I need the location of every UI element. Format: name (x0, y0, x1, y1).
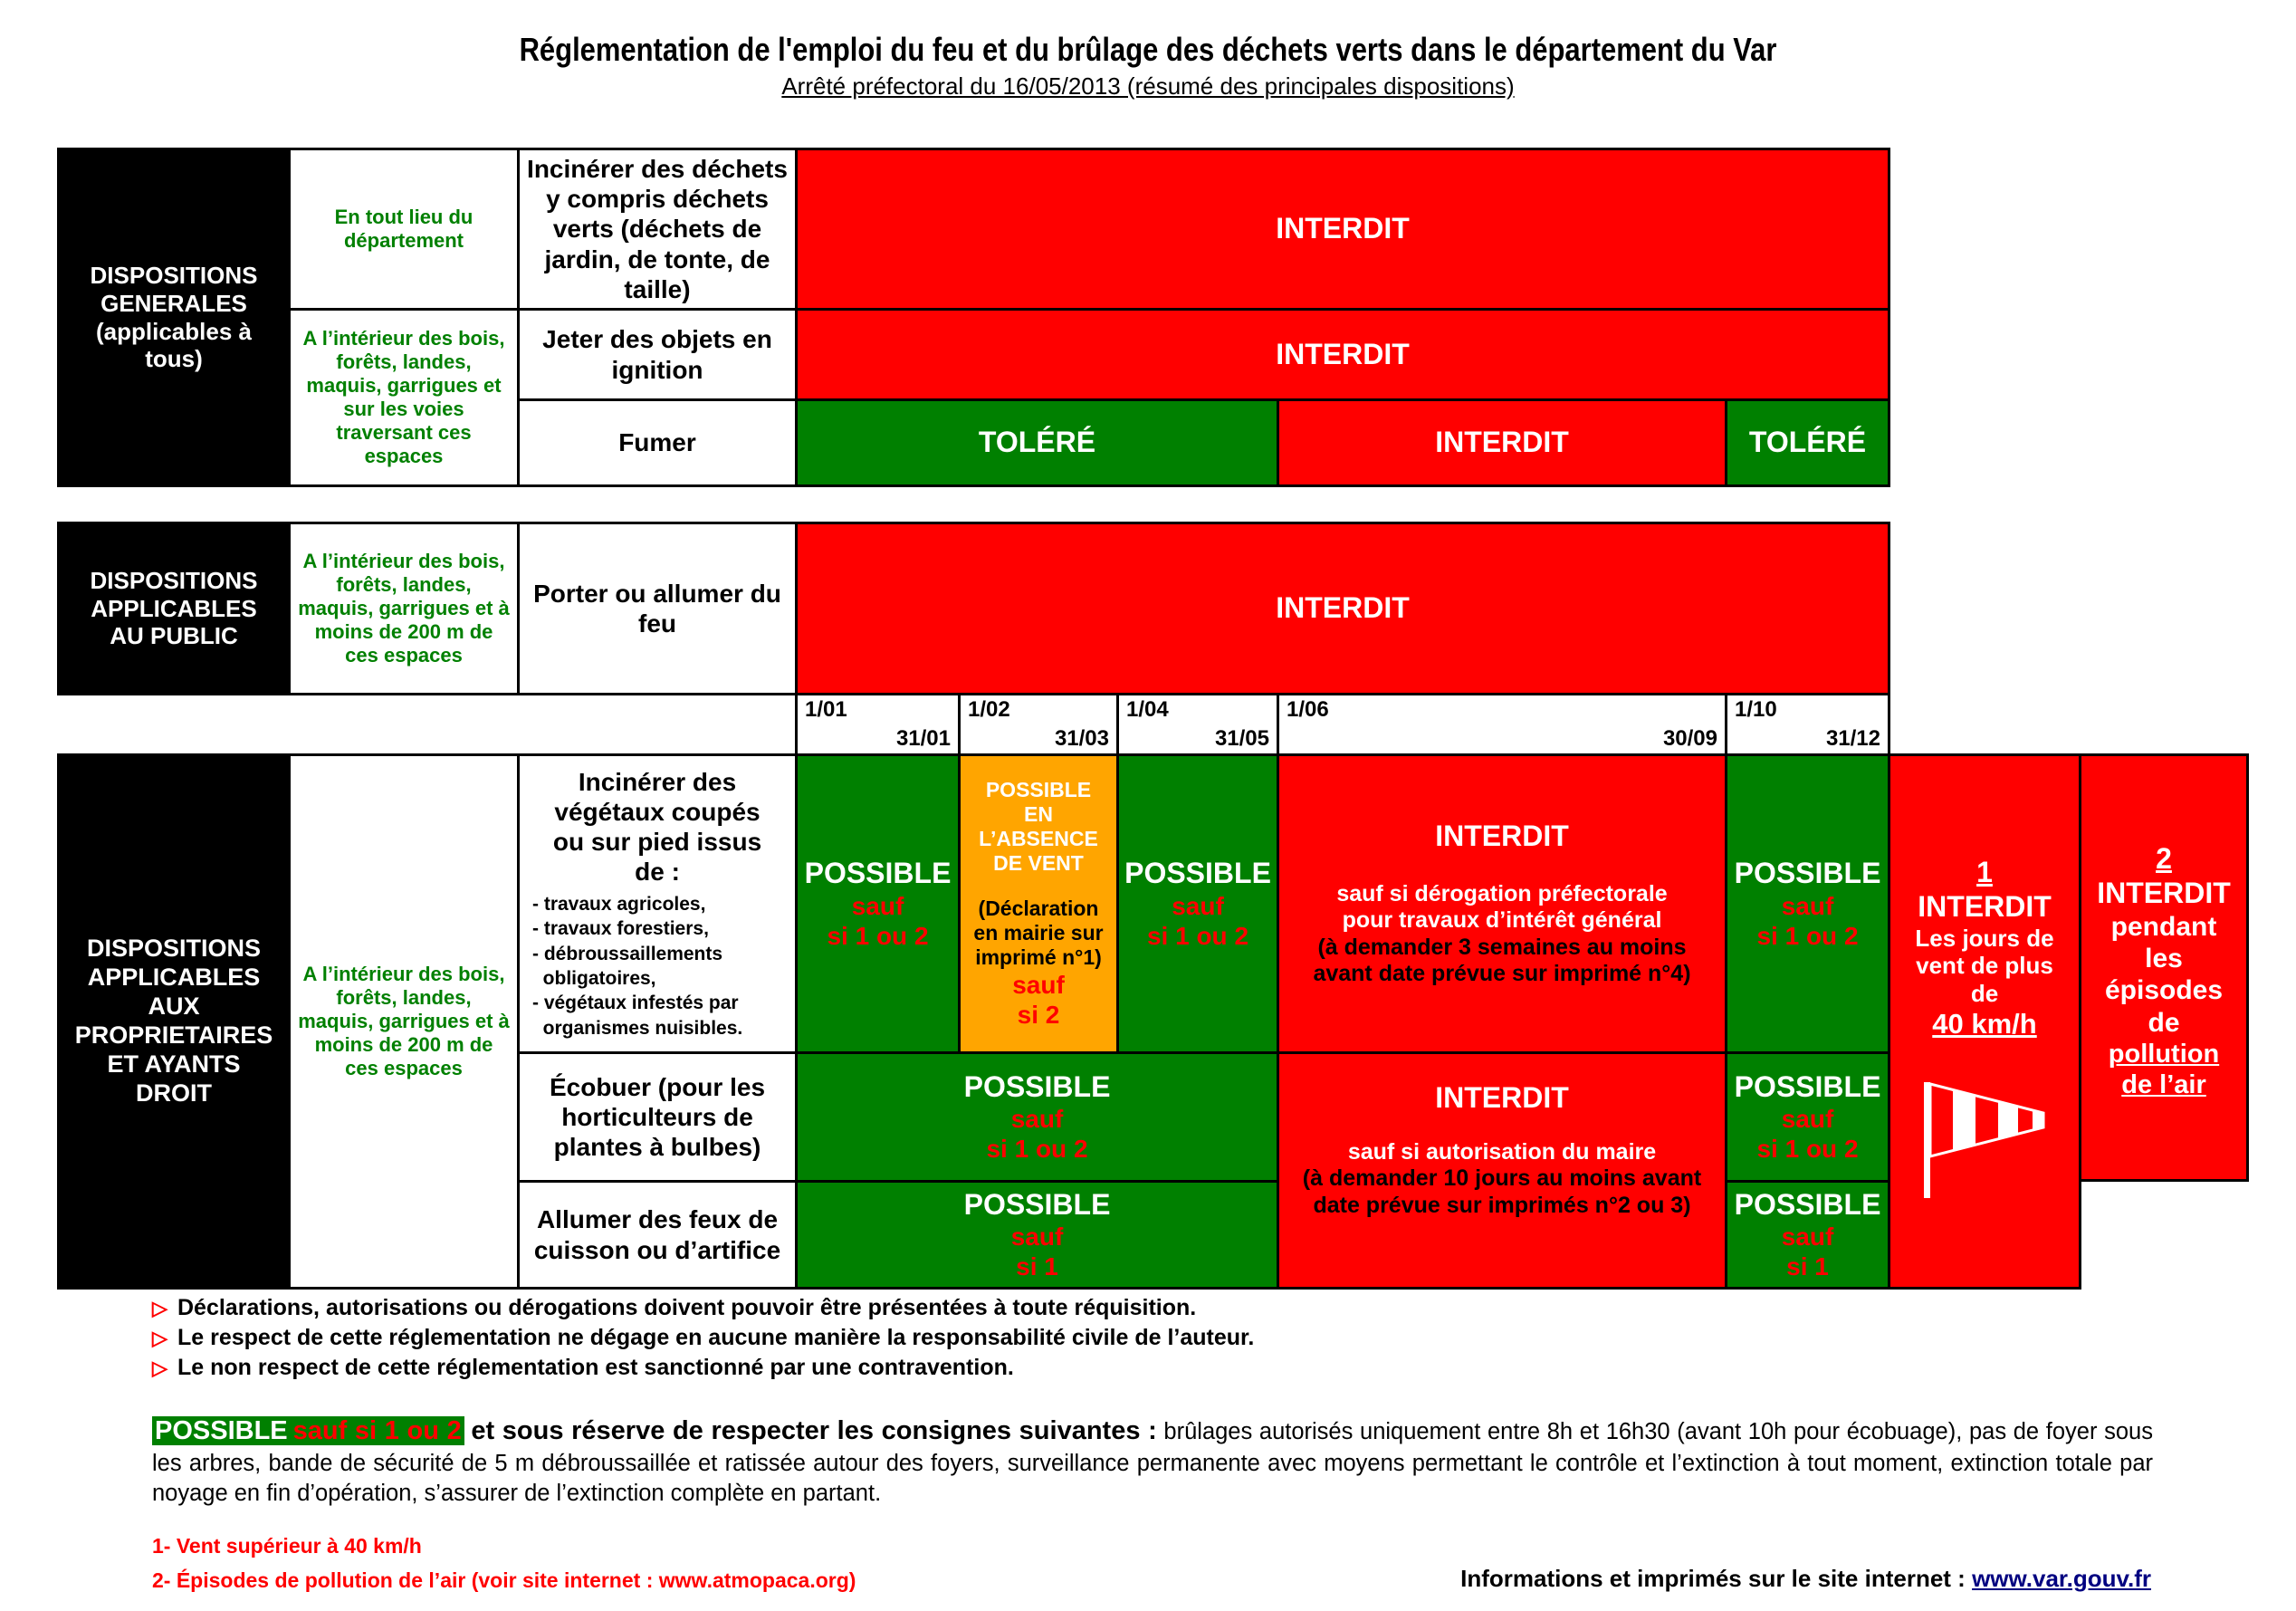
general-status-2 (795, 308, 1890, 401)
general-where-1-text: En tout lieu du département (334, 206, 474, 252)
general-status-1 (795, 148, 1890, 311)
windsock-icon (1917, 1075, 2052, 1202)
section-public-label (57, 522, 291, 695)
period-jan-start: 1/01 (805, 697, 847, 722)
sauf-label: sauf (1010, 1223, 1064, 1251)
possible-label: POSSIBLE (1734, 857, 1881, 890)
period-apr-may (1116, 693, 1279, 756)
condition-label: si 1 (1786, 1252, 1829, 1281)
general-status-2-text: INTERDIT (1276, 337, 1410, 370)
triangle-right-icon: ▷ (152, 1327, 167, 1349)
public-status (795, 522, 1890, 695)
conditions-paragraph (152, 1414, 2153, 1509)
pollution-column (2079, 753, 2249, 1182)
pollution-text: pendant les épisodes de (2104, 911, 2224, 1038)
period-feb-mar-end: 31/03 (1054, 726, 1109, 751)
condition-label: si 1 ou 2 (1756, 1135, 1859, 1164)
owners-act-3-text: Allumer des feux de cuisson ou d’artifice (533, 1205, 781, 1264)
owners-where-text: A l’intérieur des bois, forêts, landes, maquis, garrigues et à moins de 200 m de ces espaces (298, 963, 510, 1079)
owners-act-1-jun-sep (1277, 753, 1727, 1054)
sauf-label: sauf (851, 891, 904, 920)
owners-act-1 (517, 753, 798, 1054)
general-status-1-text: INTERDIT (1276, 212, 1410, 245)
period-jan-end: 31/01 (895, 726, 951, 751)
conditions-text: brûlages autorisés uniquement entre 8h et 16h30 (avant 10h pour écobuage), pas de foyer sous les arbres, bande de sécurité de 5 m débroussaillée et ratissée autour des foyers, surveillance permanente avec moyens permettant le contrôle et l’extinction à tout moment, extinction totale par noyage en fin d’opération, s’assurer de l’extinction complète en partant. (152, 1419, 2153, 1506)
possible-label: POSSIBLE (1734, 1069, 1881, 1103)
owners-act-1-apr-may (1116, 753, 1279, 1054)
owners-act-3-oct-dec (1725, 1180, 1890, 1290)
condition-label: si 1 ou 2 (986, 1135, 1088, 1164)
general-where-2-text: A l’intérieur des bois, forêts, landes, maquis, garrigues et sur les voies traversant ces espaces (302, 327, 505, 467)
section-general-label-text: DISPOSITIONS GENERALES (applicables à tous) (90, 262, 258, 373)
note-3-text: Le non respect de cette réglementation est sanctionné par une contravention. (177, 1355, 1014, 1380)
info-line (1460, 1565, 2151, 1593)
info-label: Informations et imprimés sur le site internet : (1460, 1565, 1966, 1592)
general-act-3 (517, 398, 798, 487)
page-subtitle: Arrêté préfectoral du 16/05/2013 (résumé des principales dispositions) (781, 72, 1515, 100)
condition-label: si 1 ou 2 (1146, 921, 1249, 950)
list-item: - travaux forestiers, (532, 918, 709, 940)
absence-vent-label: POSSIBLE EN L’ABSENCE DE VENT (979, 778, 1098, 876)
general-status-3b (1277, 398, 1727, 487)
section-general-label (57, 148, 291, 487)
possible-label: POSSIBLE (804, 857, 952, 890)
triangle-right-icon: ▷ (152, 1357, 167, 1379)
public-where-text: A l’intérieur des bois, forêts, landes, maquis, garrigues et à moins de 200 m de ces espaces (298, 550, 510, 666)
general-status-3c (1725, 398, 1890, 487)
wind-speed: 40 km/h (1932, 1007, 2037, 1040)
list-item: - travaux agricoles, (532, 894, 706, 916)
sauf-label: sauf (1010, 1105, 1064, 1134)
condition-label: si 1 (1016, 1252, 1058, 1281)
period-jan (795, 693, 961, 756)
general-status-3a (795, 398, 1279, 487)
conditions-sauf: sauf si 1 ou 2 (291, 1416, 464, 1445)
owners-act-1-jan (795, 753, 961, 1054)
condition-label: si 2 (1017, 1000, 1060, 1029)
conditions-possible: POSSIBLE (152, 1416, 291, 1445)
interdit-label: INTERDIT (1435, 1081, 1569, 1114)
general-act-2 (517, 308, 798, 401)
conditions-bold: et sous réserve de respecter les consignes suivantes : (471, 1416, 1157, 1445)
public-status-text: INTERDIT (1276, 591, 1410, 625)
general-status-3b-text: INTERDIT (1435, 426, 1569, 459)
general-status-3c-text: TOLÉRÉ (1748, 426, 1867, 459)
autorisation-detail: (à demander 10 jours au moins avant date prévue sur imprimés n°2 ou 3) (1302, 1165, 1702, 1218)
note-2-text: Le respect de cette réglementation ne dégage en aucune manière la responsabilité civile de l’auteur. (177, 1325, 1255, 1350)
owners-act-1-feb-mar (958, 753, 1119, 1054)
declaration-label: (Déclaration en mairie sur imprimé n°1) (973, 896, 1104, 969)
period-jun-sep-end: 30/09 (1662, 726, 1717, 751)
page-title: Réglementation de l'emploi du feu et du brûlage des déchets verts dans le département du Var (519, 31, 1777, 68)
period-feb-mar (958, 693, 1119, 756)
section-owners-label-text: DISPOSITIONS APPLICABLES AUX PROPRIETAIRES ET AYANTS DROIT (74, 935, 273, 1107)
period-jun-sep (1277, 693, 1727, 756)
note-1 (152, 1295, 1196, 1321)
general-act-1-text: Incinérer des déchets y compris déchets verts (déchets de jardin, de tonte, de taille) (527, 155, 788, 303)
list-item: - végétaux infestés par (532, 992, 739, 1014)
derogation-detail: (à demander 3 semaines au moins avant date prévue sur imprimé n°4) (1313, 934, 1691, 987)
owners-act-2-oct-dec (1725, 1051, 1890, 1183)
owners-act-2-jan-may (795, 1051, 1279, 1183)
general-where-1 (288, 148, 520, 311)
owners-act-3 (517, 1180, 798, 1290)
sauf-label: sauf (1781, 1105, 1834, 1134)
pollution-title: INTERDIT (2097, 876, 2231, 909)
possible-label: POSSIBLE (1124, 857, 1271, 890)
owners-act-3-jan-may (795, 1180, 1279, 1290)
owners-act-2-3-jun-sep (1277, 1051, 1727, 1290)
general-where-2 (288, 308, 520, 487)
section-public-label-text: DISPOSITIONS APPLICABLES AU PUBLIC (90, 566, 258, 650)
general-act-1 (517, 148, 798, 311)
owners-act-2 (517, 1051, 798, 1183)
period-oct-dec-end: 31/12 (1825, 726, 1880, 751)
general-act-2-text: Jeter des objets en ignition (542, 325, 772, 384)
possible-label: POSSIBLE (1734, 1187, 1881, 1221)
list-item: organismes nuisibles. (532, 1017, 743, 1039)
footnote-2: 2- Épisodes de pollution de l’air (voir site internet : www.atmopaca.org) (152, 1568, 856, 1592)
period-feb-mar-start: 1/02 (968, 697, 1010, 722)
note-1-text: Déclarations, autorisations ou dérogations doivent pouvoir être présentées à toute réquisition. (177, 1295, 1197, 1320)
owners-act-1-list (520, 892, 795, 1040)
footnote-1: 1- Vent supérieur à 40 km/h (152, 1534, 422, 1558)
owners-act-2-text: Écobuer (pour les horticulteurs de plantes à bulbes) (549, 1072, 766, 1162)
triangle-right-icon: ▷ (152, 1297, 167, 1319)
sauf-label: sauf (1781, 891, 1834, 920)
period-oct-dec (1725, 693, 1890, 756)
derogation-label: sauf si dérogation préfectorale pour travaux d’intérêt général (1336, 880, 1668, 934)
sauf-label: sauf (1781, 1223, 1834, 1251)
owners-act-1-text: Incinérer des végétaux coupés ou sur pied issus de : (552, 768, 762, 887)
interdit-label: INTERDIT (1435, 820, 1569, 853)
owners-where (288, 753, 520, 1290)
pollution-number: 2 (2156, 842, 2172, 875)
info-link[interactable]: www.var.gouv.fr (1972, 1565, 2151, 1592)
wind-text: Les jours de vent de plus de (1915, 924, 2054, 1007)
condition-label: si 1 ou 2 (1756, 921, 1859, 950)
public-where (288, 522, 520, 695)
public-act-text: Porter ou allumer du feu (533, 579, 781, 638)
note-3 (152, 1355, 1014, 1381)
period-apr-may-start: 1/04 (1126, 697, 1169, 722)
sauf-label: sauf (1012, 970, 1065, 999)
note-2 (152, 1325, 1254, 1351)
wind-title: INTERDIT (1918, 889, 2052, 923)
wind-number: 1 (1976, 856, 1993, 888)
period-jun-sep-start: 1/06 (1287, 697, 1329, 722)
owners-act-1-oct-dec (1725, 753, 1890, 1054)
sauf-label: sauf (1172, 891, 1224, 920)
wind-column (1888, 753, 2081, 1290)
general-status-3a-text: TOLÉRÉ (978, 426, 1096, 459)
condition-label: si 1 ou 2 (827, 921, 929, 950)
list-item: obligatoires, (532, 968, 656, 990)
possible-label: POSSIBLE (963, 1187, 1111, 1221)
period-oct-dec-start: 1/10 (1735, 697, 1777, 722)
autorisation-label: sauf si autorisation du maire (1347, 1138, 1657, 1165)
pollution-link[interactable]: pollution de l’air (2108, 1040, 2220, 1100)
public-act (517, 522, 798, 695)
section-owners-label (57, 753, 291, 1290)
possible-label: POSSIBLE (963, 1069, 1111, 1103)
general-act-3-text: Fumer (618, 428, 696, 457)
list-item: - débroussaillements (532, 943, 723, 964)
period-apr-may-end: 31/05 (1214, 726, 1269, 751)
